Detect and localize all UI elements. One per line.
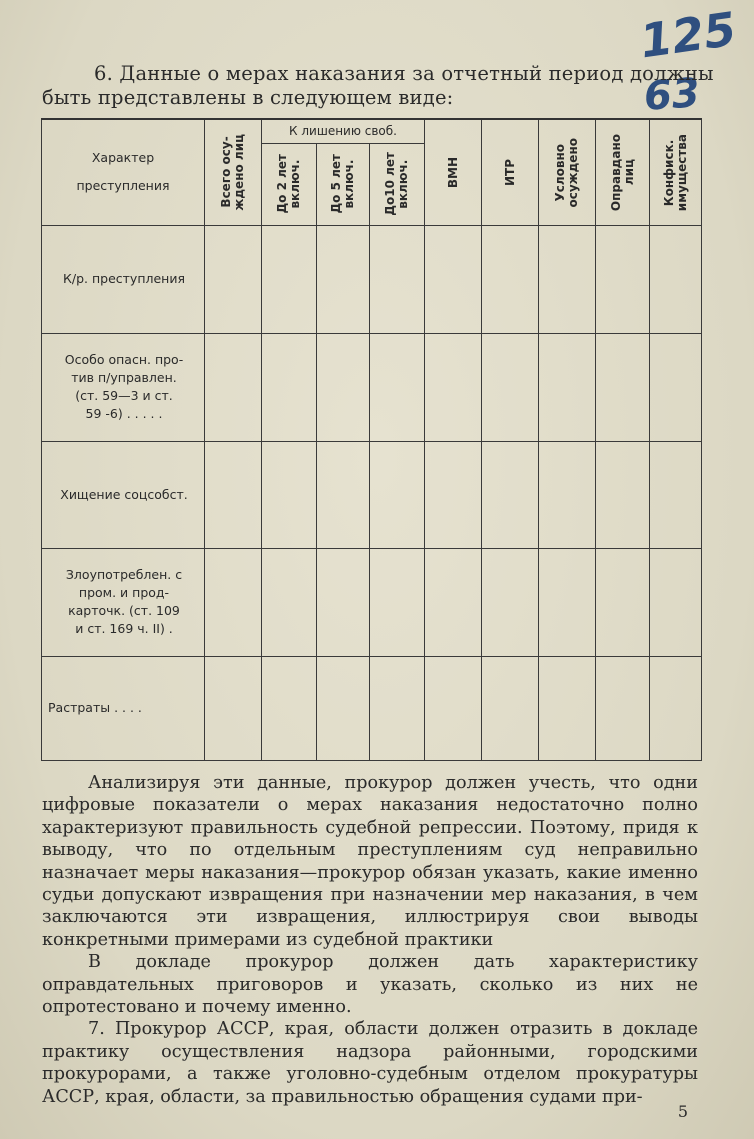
handwritten-archive-number: 125	[636, 1, 740, 69]
table-row	[42, 441, 702, 548]
header-up-to-10-years: До10 лет включ.	[370, 143, 425, 225]
heading-line-2: быть представлены в следующем виде:	[42, 86, 454, 109]
handwritten-page-number: 63	[642, 70, 702, 120]
header-up-to-5-years: До 5 лет включ.	[317, 143, 370, 225]
row-label: К/р. преступления	[42, 225, 205, 333]
page-number: 5	[677, 1102, 688, 1121]
header-vmn: ВМН	[425, 119, 482, 225]
row-label: Злоупотреблен. с пром. и прод- карточк. (ст. 109 и ст. 169 ч. II) .	[42, 548, 205, 656]
header-total: Всего осу- ждено лиц	[205, 119, 262, 225]
paragraph-acquittals: В докладе прокурор должен дать характеристику оправдательных приговоров и указать, сколько из них не опротестовано и почему именно.	[42, 952, 698, 1018]
header-acquitted: Оправдано лиц	[596, 119, 650, 225]
header-confiscation: Конфиск. имущества	[650, 119, 702, 225]
punishment-table	[41, 118, 702, 761]
table-row	[42, 333, 702, 441]
table-row	[42, 656, 702, 760]
row-label: Хищение соцсобст.	[42, 441, 205, 548]
row-label: Особо опасн. про- тив п/управлен. (ст. 59—3 и ст. 59 -6) . . . . .	[42, 333, 205, 441]
header-character: Характер преступления	[42, 119, 205, 225]
header-conditional: Условно осуждено	[539, 119, 596, 225]
table-row	[42, 225, 702, 333]
row-label: Растраты . . . .	[42, 656, 205, 760]
header-up-to-2-years: До 2 лет включ.	[262, 143, 317, 225]
heading-line-1: 6. Данные о мерах наказания за отчетный период должны	[94, 62, 714, 85]
header-itr: ИТР	[482, 119, 539, 225]
section-heading	[42, 62, 722, 110]
body-text	[42, 772, 698, 1108]
table-row	[42, 548, 702, 656]
paragraph-analysis: Анализируя эти данные, прокурор должен учесть, что одни цифровые показатели о мерах наказания недостаточно полно характеризуют правильность судебной репрессии. Поэтому, придя к выводу, что по отдельным преступлениям суд неправильно назначает меры наказания—прокурор обязан указать, какие именно судьи допускают извращения при назначении мер наказания, в чем заключаются эти извращения, иллюстрируя свои выводы конкретными примерами из судебной практики	[42, 773, 698, 950]
header-deprivation-group: К лишению своб.	[262, 119, 425, 143]
paragraph-section-7: 7. Прокурор АССР, края, области должен отразить в докладе практику осуществления надзора районными, городскими прокурорами, а также уголовно-судебным отделом прокуратуры АССР, края, области, за правильностью обращения судами при-	[42, 1019, 698, 1107]
